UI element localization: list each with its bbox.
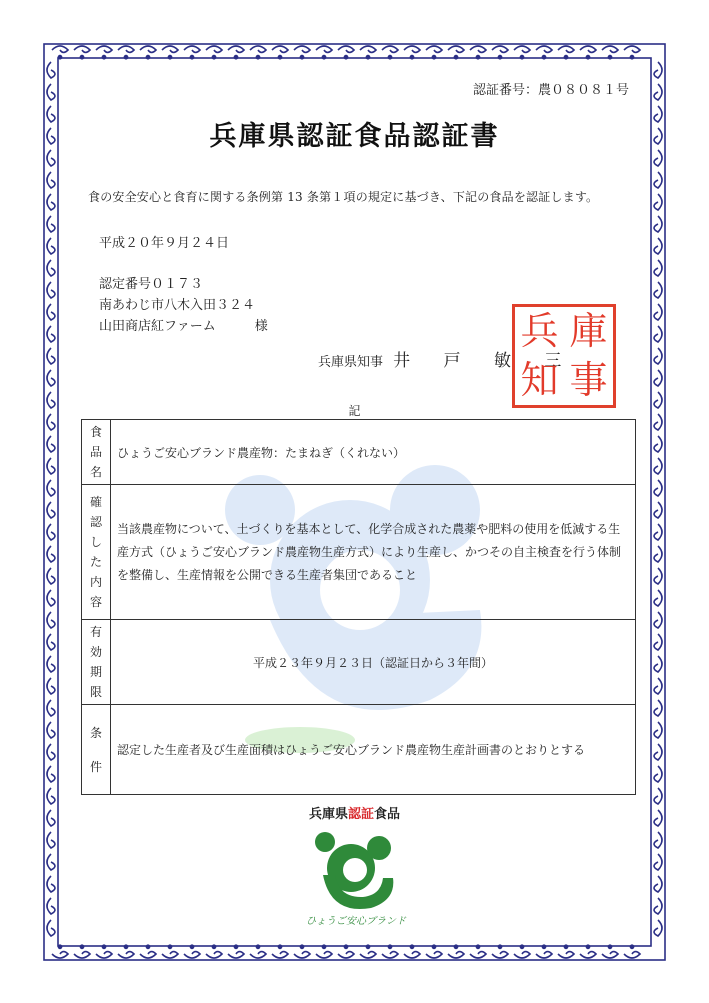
confirmed-content-value: 当該農産物について、土づくりを基本として、化学合成された農薬や肥料の使用を低減する生産方式（ひょうご安心ブランド農産物生産方式）により生産し、かつその自主検査を行う体制を整備し、生産情報を公開できる生産者集団であること bbox=[111, 485, 636, 620]
issue-date: 平成２０年９月２４日 bbox=[99, 236, 230, 251]
document-title: 兵庫県認証食品認証書 bbox=[209, 121, 500, 152]
row-header-conditions: 条 件 bbox=[82, 705, 111, 795]
intro-text: 食の安全安心と食育に関する条例第 13 条第１項の規定に基づき、下記の食品を認証します。 bbox=[88, 190, 599, 204]
table-row bbox=[82, 485, 636, 620]
table-row bbox=[82, 705, 636, 795]
issuer-block bbox=[318, 346, 575, 371]
recipient-address: 南あわじ市八木入田３２４ bbox=[99, 298, 256, 313]
issuer-title: 兵庫県知事 bbox=[318, 355, 384, 370]
seal-char-3: 知 bbox=[520, 358, 559, 402]
row-header-validity: 有 効 期 限 bbox=[82, 620, 111, 705]
recipient-name: 山田商店紅ファーム 様 bbox=[99, 319, 268, 334]
certification-table bbox=[81, 419, 636, 795]
approval-number: 認定番号０１７３ bbox=[99, 277, 204, 292]
table-row bbox=[82, 420, 636, 485]
conditions-value: 認定した生産者及び生産面積はひょうご安心ブランド農産物生産計画書のとおりとする bbox=[111, 705, 636, 795]
seal-char-2: 庫 bbox=[569, 309, 608, 353]
ki-label: 記 bbox=[348, 404, 361, 418]
issuer-name: 井 戸 敏 三 bbox=[393, 351, 576, 371]
hyogo-brand-logo bbox=[301, 820, 411, 930]
validity-value: 平成２３年９月２３日（認証日から３年間） bbox=[111, 620, 636, 705]
logo-text: ひょうご安心ブランド bbox=[306, 916, 406, 927]
seal-char-1: 兵 bbox=[520, 309, 559, 353]
row-header-food-name: 食 品 名 bbox=[82, 420, 111, 485]
brand-label: 兵庫県認証食品 bbox=[308, 807, 401, 822]
certificate-number: 認証番号：農０８０８１号 bbox=[472, 83, 629, 98]
row-header-confirmed-content: 確 認 し た 内 容 bbox=[82, 485, 111, 620]
seal-char-4: 事 bbox=[569, 358, 608, 402]
food-name-value: ひょうご安心ブランド農産物：たまねぎ（くれない） bbox=[111, 420, 636, 485]
table-row bbox=[82, 620, 636, 705]
recipient-block bbox=[99, 274, 268, 337]
